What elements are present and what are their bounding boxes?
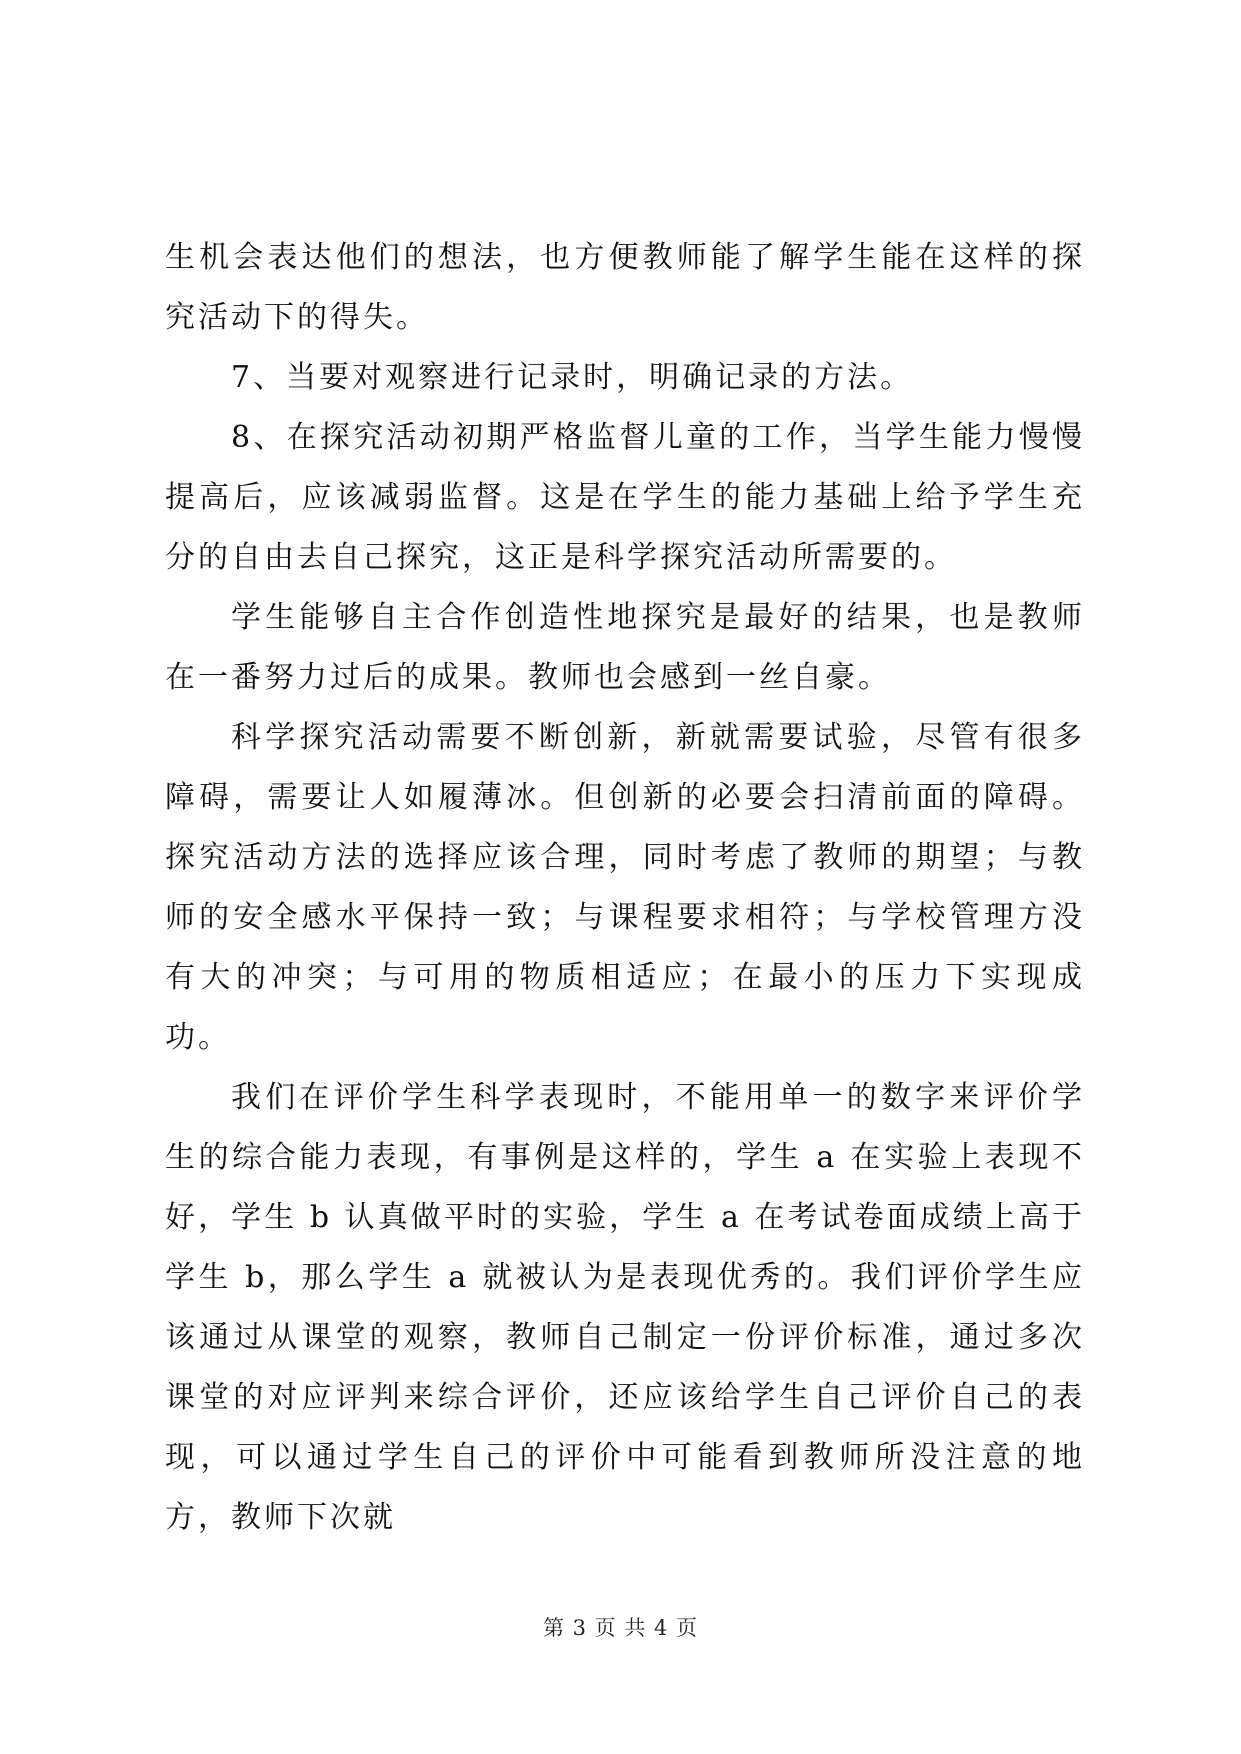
paragraph-6: 我们在评价学生科学表现时，不能用单一的数字来评价学生的综合能力表现，有事例是这样的，学生 a 在实验上表现不好，学生 b 认真做平时的实验，学生 a 在考试卷面成绩上高于学生 b，那么学生 a 就被认为是表现优秀的。我们评价学生应该通过从课堂的观察，教师自己制定一份评价标准，通过多次课堂的对应评判来综合评价，还应该给学生自己评价自己的表现，可以通过学生自己的评价中可能看到教师所没注意的地方，教师下次就 (165, 1080, 1085, 1535)
paragraph-1: 生机会表达他们的想法，也方便教师能了解学生能在这样的探究活动下的得失。 (165, 240, 1085, 335)
paragraph-3: 8、在探究活动初期严格监督儿童的工作，当学生能力慢慢提高后，应该减弱监督。这是在学生的能力基础上给予学生充分的自由去自己探究，这正是科学探究活动所需要的。 (165, 420, 1085, 575)
paragraph-5: 科学探究活动需要不断创新，新就需要试验，尽管有很多障碍，需要让人如履薄冰。但创新的必要会扫清前面的障碍。探究活动方法的选择应该合理，同时考虑了教师的期望；与教师的安全感水平保持一致；与课程要求相符；与学校管理方没有大的冲突；与可用的物质相适应；在最小的压力下实现成功。 (165, 720, 1085, 1055)
paragraph-2: 7、当要对观察进行记录时，明确记录的方法。 (231, 360, 914, 395)
paragraph-4: 学生能够自主合作创造性地探究是最好的结果，也是教师在一番努力过后的成果。教师也会感到一丝自豪。 (165, 600, 1085, 695)
page-number-footer: 第 3 页 共 4 页 (542, 1616, 699, 1640)
document-body (165, 228, 1085, 1548)
